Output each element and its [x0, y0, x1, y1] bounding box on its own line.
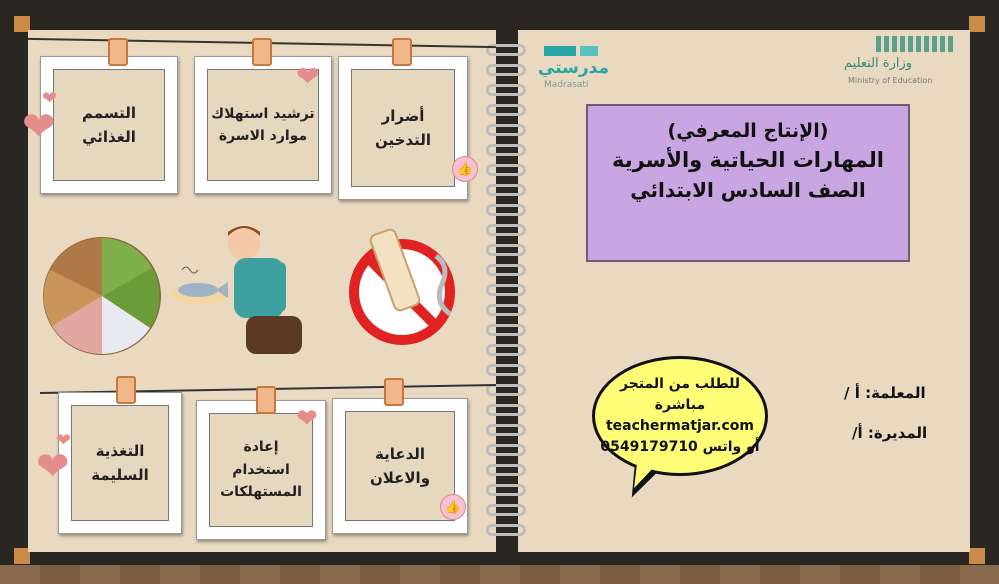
- wood-floor: [0, 565, 999, 584]
- card-label: التغذية السليمة: [91, 442, 149, 484]
- card-food-poisoning[interactable]: [40, 56, 178, 194]
- madrasati-logo-text: مدرستي: [538, 58, 609, 78]
- spiral-ring: [486, 204, 526, 216]
- spiral-ring: [486, 424, 526, 436]
- spiral-ring: [486, 124, 526, 136]
- food-pyramid-icon: [42, 236, 162, 356]
- sick-boy-icon: [214, 222, 314, 362]
- spiral-ring: [486, 344, 526, 356]
- clothespin: [384, 378, 404, 406]
- spiral-ring: [486, 64, 526, 76]
- bubble-line-1: للطلب من المتجر مباشرة: [619, 376, 741, 413]
- spiral-ring: [486, 464, 526, 476]
- no-smoking-icon: [346, 226, 464, 354]
- spiral-ring: [486, 284, 526, 296]
- heart-icon: ❤: [36, 444, 70, 490]
- title-line-3: الصف السادس الابتدائي: [630, 178, 866, 202]
- clothespin: [256, 386, 276, 414]
- title-line-1: (الإنتاج المعرفي): [667, 120, 829, 142]
- card-label: إعادة استخدام المستهلكات: [220, 439, 302, 501]
- corner-clip: [969, 16, 985, 32]
- spiral-ring: [486, 324, 526, 336]
- spiral-ring: [486, 364, 526, 376]
- heart-icon: ❤: [296, 60, 320, 93]
- spiral-ring: [486, 444, 526, 456]
- madrasati-logo-sub: Madrasati: [544, 80, 589, 90]
- spiral-ring: [486, 164, 526, 176]
- title-line-2: المهارات الحياتية والأسرية: [611, 148, 884, 172]
- ministry-logo-sub: Ministry of Education: [848, 76, 933, 85]
- like-icon: 👍: [452, 156, 478, 182]
- heart-icon: ❤: [42, 88, 58, 109]
- ministry-logo-mark: [876, 36, 954, 52]
- store-link[interactable]: teachermatjar.com: [605, 418, 754, 434]
- clothespin: [252, 38, 272, 66]
- heart-icon: ❤: [22, 104, 56, 150]
- whatsapp-number: أو واتس 0549179710: [600, 439, 760, 455]
- spiral-ring: [486, 184, 526, 196]
- title-box: [586, 104, 910, 262]
- like-icon: 👍: [440, 494, 466, 520]
- heart-icon: ❤: [56, 430, 72, 451]
- clothespin: [116, 376, 136, 404]
- corner-clip: [969, 548, 985, 564]
- spiral-ring: [486, 104, 526, 116]
- spiral-ring: [486, 504, 526, 516]
- card-healthy-nutrition[interactable]: [58, 392, 182, 534]
- spiral-ring: [486, 144, 526, 156]
- spiral-ring: [486, 524, 526, 536]
- card-label: التسمم الغذائي: [82, 104, 136, 146]
- card-label: ترشيد استهلاك موارد الاسرة: [211, 105, 315, 144]
- madrasati-logo-mark: [580, 46, 598, 56]
- order-speech-bubble: [592, 356, 768, 476]
- spiral-ring: [486, 404, 526, 416]
- madrasati-logo: [538, 46, 630, 94]
- ministry-logo: [836, 36, 960, 92]
- card-smoking-harm[interactable]: [338, 56, 468, 200]
- spiral-ring: [486, 224, 526, 236]
- card-label: أضرار التدخين: [375, 107, 431, 149]
- spiral-ring: [486, 304, 526, 316]
- card-label: الدعاية والاعلان: [369, 445, 431, 487]
- spiral-ring: [486, 484, 526, 496]
- clothespin: [108, 38, 128, 66]
- principal-label: المديرة: أ/: [852, 424, 928, 442]
- madrasati-logo-mark: [544, 46, 576, 56]
- teacher-label: المعلمة: أ /: [844, 384, 926, 402]
- clothespin: [392, 38, 412, 66]
- ministry-logo-text: وزارة التعليم: [844, 56, 913, 71]
- spiral-ring: [486, 84, 526, 96]
- spiral-ring: [486, 244, 526, 256]
- heart-icon: ❤: [296, 404, 318, 434]
- spiral-ring: [486, 264, 526, 276]
